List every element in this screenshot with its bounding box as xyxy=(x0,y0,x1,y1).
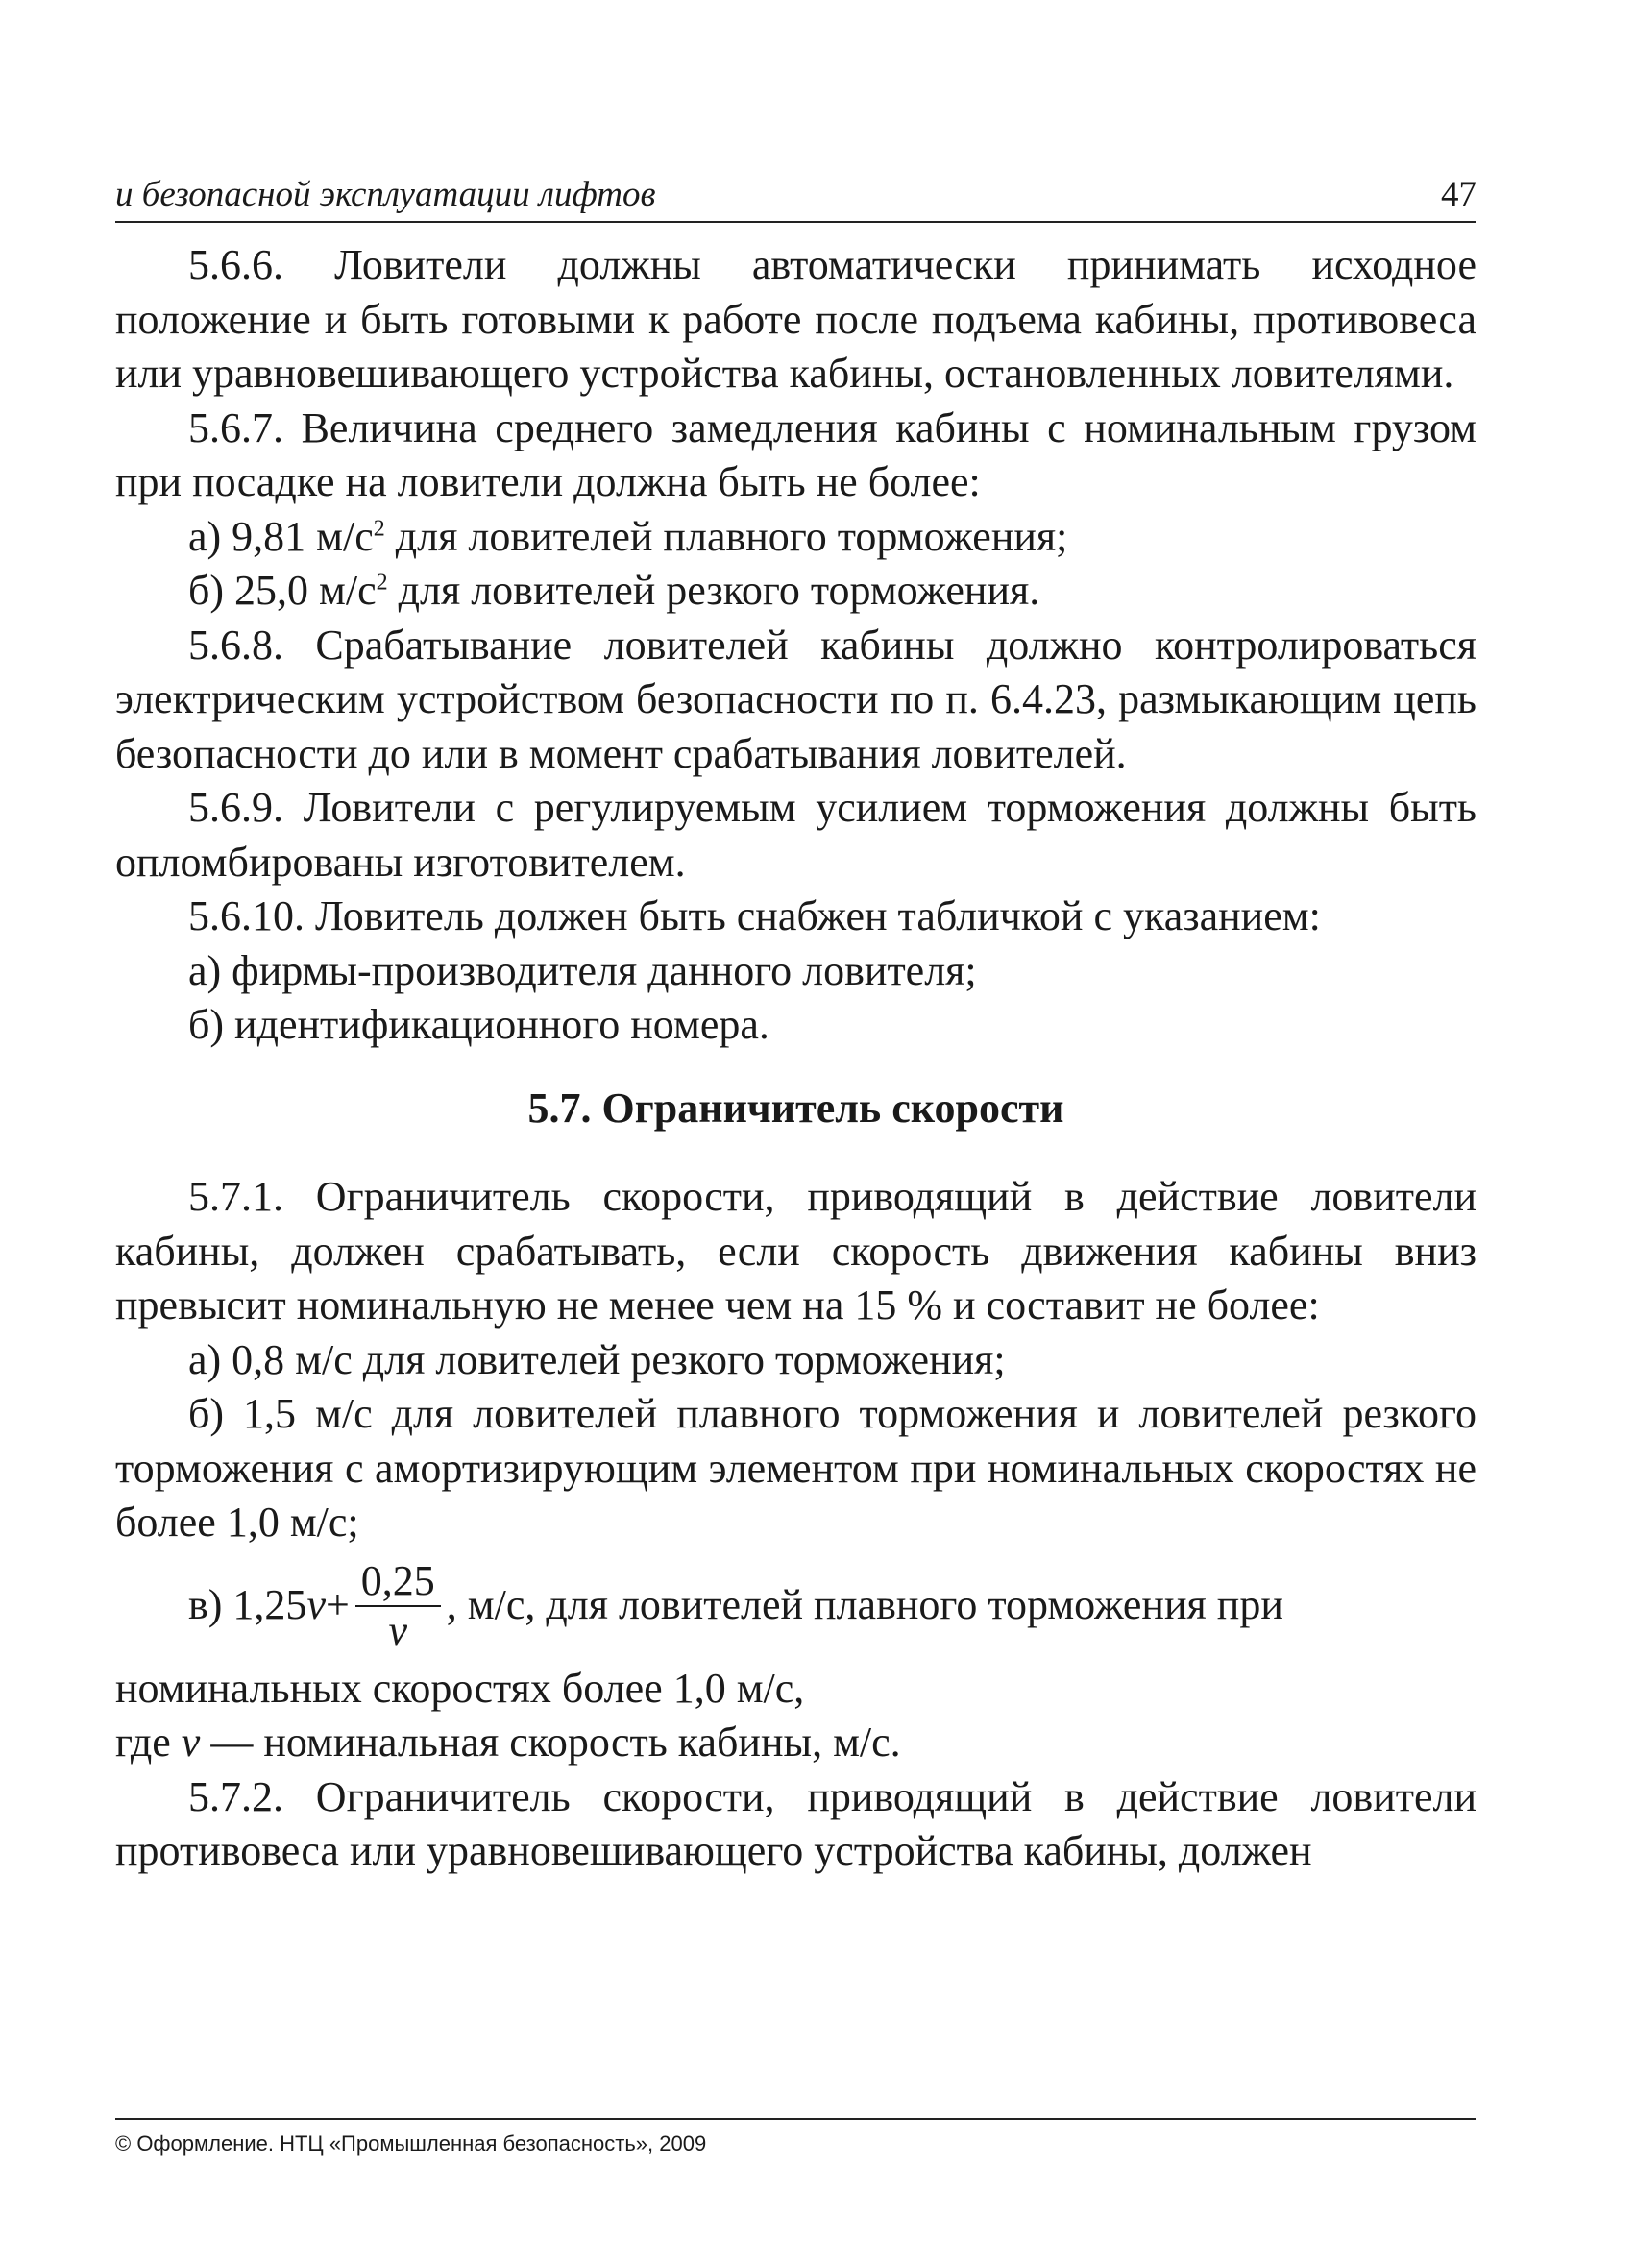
page-body xyxy=(115,238,1476,1879)
page-footer xyxy=(115,2118,1476,2157)
formula-prefix: в) 1,25 xyxy=(188,1581,307,1629)
fraction-numerator: 0,25 xyxy=(355,1557,441,1607)
fraction-denominator: v xyxy=(388,1606,408,1654)
paragraph-5-7-2: 5.7.2. Ограничитель скорости, приводящий в действие ловители противовеса или уравновешивающего устройства кабины, должен xyxy=(115,1772,1476,1874)
paragraph-5-6-6: 5.6.6. Ловители должны автоматически принимать исходное положение и быть готовыми к работе после подъема кабины, противовеса или уравновешивающего устройства кабины, остановленных ловителями. xyxy=(115,241,1476,397)
formula-continuation: номинальных скоростях более 1,0 м/с, xyxy=(115,1664,805,1712)
formula-fraction xyxy=(355,1557,441,1655)
paragraph-5-6-10: 5.6.10. Ловитель должен быть снабжен табличкой с указанием: xyxy=(188,892,1321,939)
paragraph-5-7-1: 5.7.1. Ограничитель скорости, приводящий в действие ловители кабины, должен срабатывать, если скорость движения кабины вниз превысит номинальную не менее чем на 15 % и составит не более: xyxy=(115,1173,1476,1329)
formula-where-clause: где v — номинальная скорость кабины, м/с. xyxy=(115,1719,901,1766)
page-number: 47 xyxy=(1441,175,1476,214)
formula-plus: + xyxy=(325,1581,350,1629)
list-item-5-7-1-b: б) 1,5 м/с для ловителей плавного торможения и ловителей резкого торможения с амортизирующим элементом при номинальных скоростях не более 1,0 м/с; xyxy=(115,1390,1476,1546)
list-item-5-6-7-a: а) 9,81 $м/с^2$ для ловителей плавного торможения; xyxy=(188,512,1068,560)
list-item-5-7-1-a: а) 0,8 м/с для ловителей резкого торможения; xyxy=(188,1335,1006,1383)
list-item-5-6-10-b: б) идентификационного номера. xyxy=(188,1001,769,1048)
page-header xyxy=(115,163,1476,223)
running-header-title: и безопасной эксплуатации лифтов xyxy=(115,175,656,214)
formula-line xyxy=(115,1550,1476,1662)
paragraph-5-6-9: 5.6.9. Ловители с регулируемым усилием торможения должны быть опломбированы изготовителем. xyxy=(115,784,1476,886)
paragraph-5-6-7: 5.6.7. Величина среднего замедления кабины с номинальным грузом при посадке на ловители должна быть не более: xyxy=(115,403,1476,505)
copyright-notice: © Оформление. НТЦ «Промышленная безопасность», 2009 xyxy=(115,2132,707,2156)
list-item-5-6-10-a: а) фирмы-производителя данного ловителя; xyxy=(188,946,977,994)
formula-suffix: , м/с, для ловителей плавного торможения при xyxy=(446,1581,1283,1629)
section-heading: 5.7. Ограничитель скорости xyxy=(527,1084,1064,1132)
list-item-5-6-7-b: б) 25,0 $м/с^2$ для ловителей резкого торможения. xyxy=(188,567,1040,614)
formula-variable: v xyxy=(306,1581,326,1629)
paragraph-5-6-8: 5.6.8. Срабатывание ловителей кабины должно контролироваться электрическим устройством безопасности по п. 6.4.23, размыкающим цепь безопасности до или в момент срабатывания ловителей. xyxy=(115,621,1476,777)
